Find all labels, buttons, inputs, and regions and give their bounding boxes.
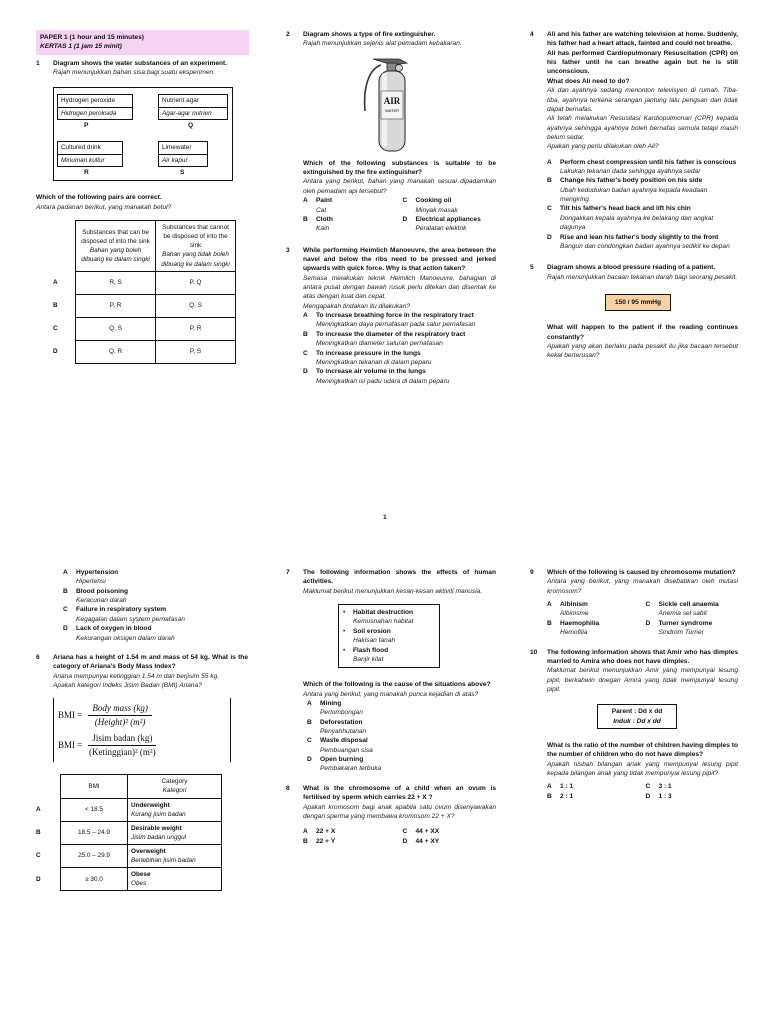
question-number: 5 — [530, 264, 534, 272]
col-category-en: Category — [161, 778, 188, 786]
option-b[interactable] — [303, 837, 397, 846]
option-b[interactable] — [547, 792, 640, 801]
ask-en: What is the ratio of the number of children having dimples to the number of children who do not have dimples? — [547, 742, 738, 759]
option-en: Haemophilia — [560, 619, 600, 627]
option-letter: D — [402, 215, 408, 223]
paper-title-ms: KERTAS 1 (1 jam 15 minit) — [40, 43, 122, 51]
options-q9 — [547, 600, 738, 637]
option-text: 3 : 1 — [658, 783, 672, 791]
option-ms: Hemofilia — [560, 629, 588, 637]
parent-cross-ms: Induk : Dd x dd — [613, 717, 661, 725]
option-en: Perform chest compression until his father is conscious — [560, 158, 737, 166]
option-d[interactable] — [547, 233, 738, 252]
option-ms: Meningkatkan tekanan di dalam peparu — [316, 358, 432, 366]
option-d[interactable] — [646, 792, 739, 801]
list-item — [343, 646, 435, 665]
option-ms: Kain — [316, 225, 330, 233]
label-s: S — [180, 169, 185, 177]
col-category-ms: Kategori — [162, 787, 187, 795]
option-en: Cloth — [316, 215, 333, 223]
formula-lhs: BMI = — [58, 709, 83, 720]
substance-diagram — [53, 87, 233, 181]
option-ms: Minyak masak — [415, 206, 458, 214]
option-letter: A — [36, 806, 41, 814]
option-en: Deforestation — [320, 718, 363, 726]
option-ms: Meningkatkan daya pernafasan pada salur pernafasan — [316, 321, 476, 329]
option-letter: B — [547, 792, 552, 800]
cell-category-en: Desirable weight — [131, 824, 182, 832]
cell-category-ms: Jisim badan unggul — [131, 833, 187, 841]
question-text-ms: Ariana mempunyai ketinggian 1.54 m dan berjisim 55 kg. — [53, 672, 220, 680]
question-1-ask — [36, 193, 248, 212]
cell-category-en: Underweight — [131, 801, 170, 809]
option-a[interactable] — [63, 568, 248, 587]
option-c[interactable] — [403, 196, 497, 215]
item-ms: Banjir kilat — [353, 655, 384, 663]
ask-ms: Apakah nisbah bilangan anak yang mempunyai lesung pipit kepada bilangan anak yang tidak mempunyai lesung pipit? — [547, 760, 738, 778]
option-a[interactable] — [547, 782, 640, 791]
cell-category-en: Overweight — [131, 847, 166, 855]
question-number: 2 — [286, 31, 290, 38]
question-2 — [286, 30, 496, 234]
option-letter: C — [402, 197, 408, 205]
ask-ms: Antara yang berikut, bahan yang manakah sesuai dipadamkan oleh pemadam api tersebut? — [303, 178, 496, 195]
option-en: To increase breathing force in the respiratory tract — [316, 312, 474, 320]
table-row[interactable] — [51, 340, 236, 363]
item-en: Habitat destruction — [353, 609, 414, 617]
option-d[interactable] — [63, 624, 248, 643]
option-en: Waste disposal — [320, 737, 368, 745]
option-d[interactable] — [307, 755, 496, 774]
column-top-right — [530, 30, 738, 361]
options-q10 — [547, 782, 738, 801]
box-q-en: Nutrient agar — [162, 97, 199, 105]
option-a[interactable] — [303, 196, 397, 215]
option-letter: A — [303, 312, 308, 320]
question-4 — [530, 30, 738, 251]
column-top-left — [36, 30, 248, 364]
question-5 — [530, 263, 738, 361]
option-letter: D — [645, 792, 651, 800]
question-8 — [286, 784, 496, 846]
blood-pressure-reading: 150 / 95 mmHg — [605, 294, 671, 311]
box-s — [158, 141, 208, 166]
option-letter: B — [303, 215, 308, 223]
extinguisher-label-water: WATER — [385, 107, 399, 113]
option-letter: B — [307, 718, 312, 726]
question-number: 8 — [286, 784, 290, 792]
cell-value: Q, R — [76, 340, 156, 363]
option-letter: C — [36, 852, 41, 860]
question-7 — [286, 568, 496, 774]
option-b[interactable] — [547, 619, 640, 638]
box-p-en: Hydrogen peroxide — [61, 97, 115, 105]
question-9 — [530, 568, 738, 638]
option-b[interactable] — [303, 215, 397, 234]
cell-bmi: ≥ 30.0 — [61, 868, 128, 891]
list-item — [343, 627, 435, 646]
question-text-ms: Maklumat berikut menunjukkan kesan-kesan aktiviti manusia. — [303, 587, 483, 595]
item-en: Soil erosion — [353, 627, 391, 635]
option-ms: Meningkatkan diameter saluran pernafasan — [316, 340, 443, 348]
table-row[interactable] — [51, 294, 236, 317]
option-a[interactable] — [307, 699, 496, 718]
option-ms: Pembuangan sisa — [320, 746, 373, 754]
option-ms: Lakukan tekanan dada sehingga ayahnya sedar — [560, 168, 701, 176]
question-text-en: Ali and his father are watching television at home. Suddenly, his father had a heart attack, fainted and could not breathe. — [547, 31, 738, 48]
question-text-en: Diagram shows a type of fire extinguisher. — [303, 31, 436, 38]
option-a[interactable] — [547, 600, 640, 619]
option-en: Change his father's body position on his side — [560, 177, 703, 185]
option-b[interactable] — [63, 587, 248, 606]
question-text-en: The following information shows that Amir who has dimples married to Amira who does not have dimples. — [547, 648, 738, 665]
bmi-formula — [53, 698, 231, 762]
answer-table-q1 — [51, 220, 236, 364]
column-bottom-left — [36, 568, 248, 891]
question-text-en: Which of the following is caused by chromosome mutation? — [547, 569, 736, 576]
box-q-ms: Agar-agar nutrien — [162, 109, 212, 117]
question-number: 3 — [286, 246, 290, 254]
option-ms: Sindrom Turner — [658, 629, 704, 637]
formula-lhs: BMI = — [58, 739, 83, 750]
question-text-ms-2: Ali telah melakukan Resusitasi Kardiopulmonari (CPR) kepada ayahnya sehingga ayahnya boleh bernafas semula tetapi masih belum sedar. — [547, 115, 738, 141]
option-c[interactable] — [303, 349, 496, 368]
question-text-en-2: Ali has performed Cardiopulmonary Resuscitation (CPR) on his father until he can breathe again but he is still unconscious. — [547, 49, 738, 76]
option-ms: Bangun dan condongkan badan ayahnya sedikit ke depan — [560, 242, 730, 250]
col1-en: Substances that can be disposed of into the sink — [81, 228, 150, 245]
col1-ms: Bahan yang boleh dibuang ke dalam singki — [81, 246, 150, 263]
option-letter: B — [53, 302, 58, 310]
question-text-ms-2: Mengapakah tindakan itu dilakukan? — [303, 302, 411, 310]
question-text-ms: Apakah kromosom bagi anak apabila satu ovum disenyawakan dengan sperma yang membawa kromosom 22 + X? — [303, 803, 496, 820]
option-b[interactable] — [307, 718, 496, 737]
table-row[interactable] — [36, 844, 222, 867]
column-bottom-middle — [286, 568, 496, 846]
option-ms: Penyahhutanan — [320, 728, 367, 736]
option-en: Rise and lean his father's body slightly to the front — [560, 233, 719, 241]
option-letter: D — [63, 625, 68, 633]
cell-value: P, Q — [156, 271, 236, 294]
paper-header — [36, 30, 249, 55]
ask-ms: Apakah yang akan berlaku pada pesakit itu jika bacaan tersebut kekal berterusan? — [547, 343, 738, 360]
option-ms: Albinisme — [560, 610, 589, 618]
formula-numerator-en: Body mass (kg) — [88, 702, 152, 716]
option-en: Electrical appliances — [415, 215, 481, 223]
question-text-ms: Rajah menunjukkan bahan sisa bagi suatu eksperimen. — [53, 69, 216, 77]
cell-bmi: < 18.5 — [61, 798, 128, 821]
option-letter: D — [645, 619, 651, 627]
option-d[interactable] — [403, 215, 497, 234]
question-number: 10 — [530, 648, 538, 656]
parent-cross-box — [597, 704, 677, 729]
option-en: Hypertension — [76, 569, 119, 576]
option-c[interactable] — [403, 827, 497, 836]
option-letter: B — [547, 619, 552, 627]
option-c[interactable] — [547, 204, 738, 232]
ask-en: Which of the following is the cause of the situations above? — [303, 681, 491, 689]
ask-en: Which of the following pairs are correct. — [36, 194, 162, 202]
cell-value: P, S — [156, 340, 236, 363]
question-text-ms: Ali dan ayahnya sedang menonton televisyen di rumah. Tiba-tiba, ayahnya terkena serangan jantung lalu pengsan dan tidak dapat bernafas. — [547, 87, 738, 113]
cell-category-ms: Berlebihan jisim badan — [131, 856, 196, 864]
option-ms: Peralatan elektrik — [415, 225, 467, 233]
option-letter: C — [402, 828, 408, 836]
option-en: Blood poisoning — [76, 587, 129, 595]
col2-en: Substances that cannot be disposed of into the sink — [162, 224, 229, 250]
column-bottom-right — [530, 568, 738, 801]
option-letter: B — [547, 177, 552, 185]
option-ms: Kekurangan oksigen dalam darah — [76, 634, 175, 642]
options-q8 — [303, 827, 496, 846]
option-letter: C — [63, 606, 68, 614]
option-letter: D — [303, 368, 308, 376]
fire-extinguisher-image — [303, 51, 493, 155]
option-letter: B — [63, 587, 68, 595]
option-text: 2 : 1 — [560, 792, 574, 800]
option-ms: Keracunan darah — [76, 597, 127, 605]
question-10 — [530, 648, 738, 802]
cell-category-ms: Kurang jisim badan — [131, 810, 186, 818]
option-c[interactable] — [63, 605, 248, 624]
option-letter: A — [547, 783, 552, 791]
cell-value: P, R — [156, 317, 236, 340]
item-ms: Kemusnahan habitat — [353, 618, 414, 626]
option-c[interactable] — [307, 736, 496, 755]
table-row[interactable] — [36, 821, 222, 844]
ask-ms: Antara padanan berikut, yang manakah betul? — [36, 203, 172, 211]
option-letter: B — [303, 330, 308, 338]
item-ms: Hakisan tanah — [353, 637, 396, 645]
extinguisher-label-air: AIR — [383, 95, 401, 106]
option-ms: Hipertensi — [76, 578, 106, 586]
box-p — [57, 94, 133, 119]
options-q2 — [303, 196, 496, 233]
ask-en: Which of the following substances is suitable to be extinguished by the fire extinguisher? — [303, 159, 496, 177]
option-c[interactable] — [646, 782, 739, 791]
cell-value: P, R — [76, 294, 156, 317]
question-text-ms: Maklumat berikut menunjukkan Amir yang mempunyai lesung pipit, berkahwin dnegan Amira yang tidak mempunyai lesung pipit. — [547, 667, 738, 693]
cell-value: Q, S — [76, 317, 156, 340]
table-row[interactable] — [51, 271, 236, 294]
option-en: Lack of oxygen in blood — [76, 625, 152, 633]
option-text: 1 : 1 — [560, 783, 574, 791]
option-ms: Dongakkan kepala ayahnya ke belakang dan angkat dagunya — [560, 214, 714, 232]
option-en: To increase pressure in the lungs — [316, 349, 421, 357]
option-letter: D — [307, 756, 312, 764]
option-letter: C — [53, 325, 58, 333]
option-letter: B — [303, 837, 308, 845]
option-d[interactable] — [646, 619, 739, 638]
cell-category-en: Obese — [131, 871, 151, 879]
box-r — [57, 141, 123, 166]
option-d[interactable] — [403, 837, 497, 846]
label-r: R — [84, 169, 89, 177]
label-q: Q — [188, 122, 194, 130]
option-text: 44 + XX — [415, 828, 440, 836]
paper-title-en: PAPER 1 (1 hour and 15 minutes) — [40, 34, 144, 41]
option-letter: D — [36, 875, 41, 883]
column-top-middle — [286, 30, 496, 386]
ask-en: What will happen to the patient if the reading continues constantly? — [547, 324, 738, 341]
col-bmi: BMI — [61, 775, 128, 798]
question-number: 4 — [530, 31, 534, 38]
question-number: 6 — [36, 653, 40, 661]
option-letter: A — [307, 699, 312, 707]
option-letter: C — [645, 783, 651, 791]
question-number: 7 — [286, 569, 290, 576]
option-en: Cooking oil — [415, 197, 452, 205]
option-letter: C — [645, 601, 651, 609]
option-letter: A — [63, 569, 68, 576]
option-letter: D — [547, 233, 552, 241]
option-a[interactable] — [303, 311, 496, 330]
cell-value: R, S — [76, 271, 156, 294]
option-letter: C — [547, 205, 552, 213]
table-row[interactable] — [36, 868, 222, 891]
box-p-ms: Hidrogen peroksida — [61, 109, 117, 117]
question-text-ms: Semasa melakukan teknik Heimlich Manoeuvre, bahagian di antara pusat dengan bawah rusuk perlu ditekan dan disentak ke atas dengan kuat dan cepat. — [303, 274, 496, 301]
formula-numerator-ms: Jisim badan (kg) — [88, 732, 156, 746]
option-c[interactable] — [646, 600, 739, 619]
question-3 — [286, 246, 496, 386]
option-en: Failure in respiratory system — [76, 606, 167, 614]
box-q — [158, 94, 228, 119]
option-letter: C — [303, 349, 308, 357]
option-en: Tilt his father's head back and lift his chin — [560, 205, 691, 213]
option-ms: Meningkatkan isi padu udara di dalam peparu — [316, 377, 450, 385]
option-text: 1 : 3 — [658, 792, 672, 800]
option-text: 22 + Y — [316, 837, 336, 845]
question-text-ms-3: Apakah yang perlu dilakukan oleh Ali? — [547, 143, 659, 151]
table-row[interactable] — [36, 798, 222, 821]
box-s-en: Limewater — [162, 144, 192, 152]
item-en: Flash flood — [353, 646, 389, 654]
table-row[interactable] — [51, 317, 236, 340]
option-d[interactable] — [303, 367, 496, 386]
option-ms: Kegagalan dalam system pernafasan — [76, 615, 185, 623]
question-6 — [36, 653, 248, 690]
box-s-ms: Air kapur — [162, 156, 188, 164]
option-letter: D — [402, 837, 408, 845]
question-text-ms: Antara yang berikut, yang manakah disebabkan oleh mutasi kromosom? — [547, 578, 738, 595]
box-r-en: Cultured drink — [61, 144, 101, 152]
formula-denominator-ms: (Ketinggian)² (m²) — [89, 746, 156, 757]
question-text-en: The following information shows the effects of human activities. — [303, 569, 496, 586]
effects-box — [338, 604, 440, 668]
question-number: 1 — [36, 59, 40, 67]
option-letter: D — [53, 348, 58, 356]
option-b[interactable] — [303, 330, 496, 349]
option-en: Turner syndrome — [658, 619, 713, 627]
bullet-icon: • — [343, 627, 346, 635]
cell-category-ms: Obes — [131, 880, 147, 888]
option-en: Albinism — [560, 601, 588, 609]
bullet-icon: • — [343, 646, 346, 654]
option-ms: Anemia sel sabit — [658, 610, 707, 618]
page-number: 1 — [383, 514, 387, 521]
option-letter: A — [303, 828, 308, 836]
col2-ms: Bahan yang tidak boleh dibuang ke dalam singki — [161, 251, 230, 268]
box-r-ms: Minuman kultur — [61, 156, 105, 164]
option-letter: C — [307, 737, 312, 745]
option-text: 22 + X — [316, 828, 336, 836]
question-text-en: Diagram shows the water substances of an experiment. — [53, 59, 228, 67]
bmi-table — [36, 774, 222, 891]
question-number: 9 — [530, 569, 534, 576]
option-ms: Perlombongan — [320, 709, 363, 717]
option-letter: A — [303, 197, 308, 205]
cell-bmi: 25.0 – 29.9 — [61, 844, 128, 867]
option-letter: A — [547, 601, 552, 609]
question-text-en: While performing Heimlich Manoeuvre, the area between the navel and below the ribs need to be pressed and jerked upwards with quick force. Why is that action taken? — [303, 246, 496, 273]
question-text-ms: Rajah menunjukkan bacaan tekanan darah bagi seorang pesakit. — [547, 273, 738, 281]
option-ms: Ubah kedudukan badan ayahnya kepada keadaan mengiring — [560, 186, 708, 204]
question-text-en: Diagram shows a blood pressure reading of a patient. — [547, 264, 716, 272]
option-text: 44 + XY — [415, 837, 440, 845]
question-text-ms: Rajah menunjukkan sejenis alat pemadam kebakaran. — [303, 40, 462, 48]
option-ms: Pembakaran terbuka — [320, 765, 382, 773]
option-letter: A — [547, 158, 552, 166]
bullet-icon: • — [343, 609, 346, 617]
list-item — [343, 608, 435, 627]
parent-cross-en: Parent : Dd x dd — [611, 708, 663, 716]
option-en: To increase the diameter of the respiratory tract — [316, 330, 466, 338]
question-5-options — [36, 568, 248, 643]
option-en: Sickle cell anaemia — [658, 601, 719, 609]
ask-ms: Antara yang berikut, yang manakah punca kejadian di atas? — [303, 690, 479, 698]
question-text-ms-2: Apakah kategori Indeks Jisim Badan (BMI) Ariana? — [53, 681, 202, 689]
label-p: P — [84, 122, 89, 130]
question-text-en: What is the chromosome of a child when an ovum is fertilised by sperm which carries 22 + X ? — [303, 784, 496, 802]
formula-denominator-en: (Height)² (m²) — [94, 716, 146, 727]
option-en: To increase air volume in the lungs — [316, 368, 426, 376]
option-b[interactable] — [547, 176, 738, 204]
option-en: Open burning — [320, 756, 364, 764]
option-en: Mining — [320, 699, 342, 707]
question-1 — [36, 59, 248, 182]
option-a[interactable] — [547, 158, 738, 177]
question-text-en: Ariana has a height of 1.54 m and mass of 54 kg. What is the category of Ariana's Body Mass Index? — [53, 653, 248, 671]
option-a[interactable] — [303, 827, 397, 836]
cell-value: Q, S — [156, 294, 236, 317]
option-letter: A — [53, 279, 58, 287]
cell-bmi: 18.5 – 24.9 — [61, 821, 128, 844]
option-ms: Cat — [316, 206, 327, 214]
option-en: Paint — [316, 197, 333, 205]
question-text-en-3: What does Ali need to do? — [547, 77, 630, 85]
option-letter: B — [36, 829, 41, 837]
